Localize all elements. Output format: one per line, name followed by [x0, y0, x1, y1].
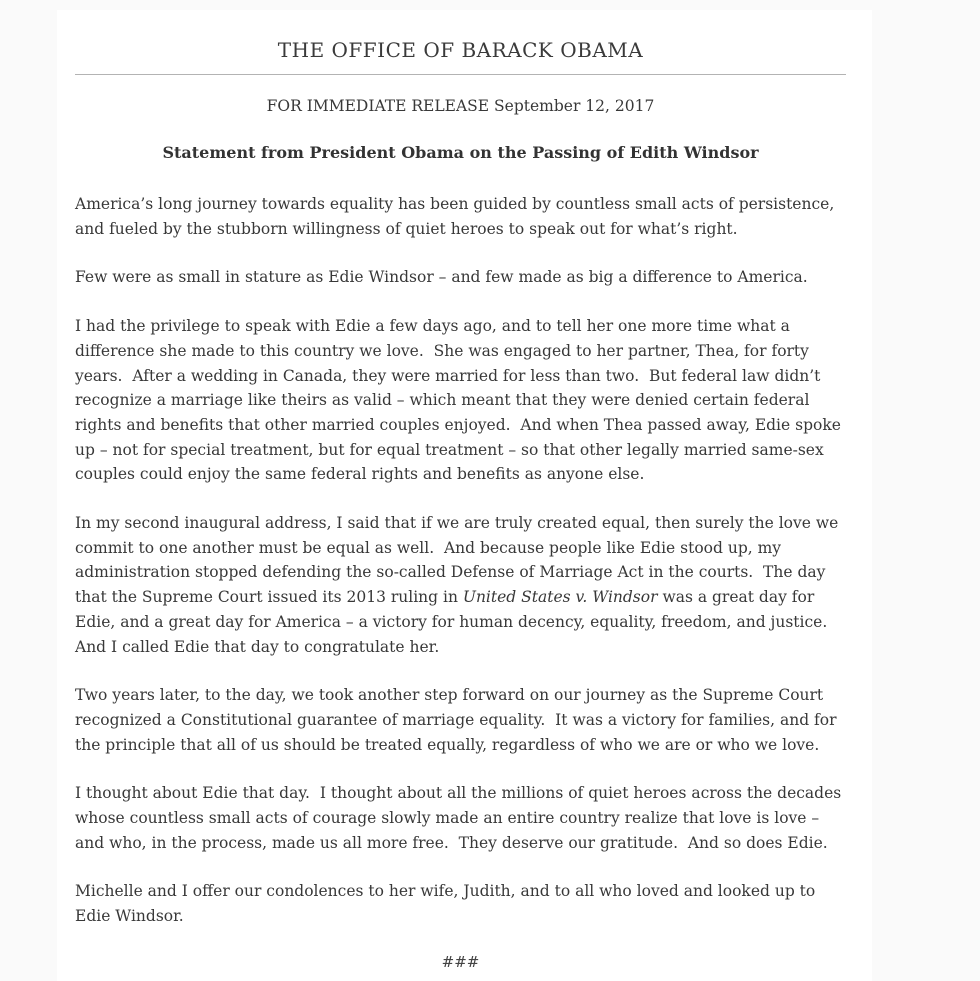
paragraph [75, 265, 846, 290]
case-name-italic: United States v. Windsor [462, 588, 658, 607]
paragraph-text: In my second inaugural address, I said that if we are truly created equal, then surely the love we commit to one another must be equal as well. And because people like Edie stood up, my administration stopped defending the so-called Defense of Marriage Act in the courts. The day that the Supreme Court issued its 2013 ruling in [75, 514, 844, 607]
end-mark: ### [441, 952, 480, 971]
paragraph-text: Two years later, to the day, we took another step forward on our journey as the Supreme Court recognized a Constitutional guarantee of marriage equality. It was a victory for families, and for the principle that all of us should be treated equally, regardless of who we are or who we love. [75, 686, 842, 754]
masthead-title: THE OFFICE OF BARACK OBAMA [277, 38, 644, 62]
paragraph [75, 683, 846, 757]
statement-headline: Statement from President Obama on the Passing of Edith Windsor [162, 143, 759, 162]
paragraph [75, 781, 846, 855]
paragraph [75, 511, 846, 659]
paragraph-text: Few were as small in stature as Edie Windsor – and few made as big a difference to America. [75, 268, 808, 287]
paragraph-text: was a great day for Edie, and a great day for America – a victory for human decency, equality, freedom, and justice. And I called Edie that day to congratulate her. [75, 588, 838, 656]
paragraph [75, 879, 846, 928]
paragraph-text: I thought about Edie that day. I thought about all the millions of quiet heroes across the decades whose countless small acts of courage slowly made an entire country realize that love is love – and who, in the process, made us all more free. They deserve our gratitude. And so does Edie. [75, 784, 847, 852]
release-line: FOR IMMEDIATE RELEASE September 12, 2017 [266, 97, 655, 115]
paragraph [75, 314, 846, 487]
paragraph-text: Michelle and I offer our condolences to her wife, Judith, and to all who loved and looked up to Edie Windsor. [75, 882, 821, 926]
document-page [57, 10, 872, 981]
paragraph-text: America’s long journey towards equality has been guided by countless small acts of persistence, and fueled by the stubborn willingness of quiet heroes to speak out for what’s right. [75, 195, 840, 238]
paragraph [75, 192, 846, 241]
title-rule-divider [75, 74, 846, 75]
paragraph-text: I had the privilege to speak with Edie a few days ago, and to tell her one more time what a difference she made to this country we love. She was engaged to her partner, Thea, for forty years. After a wedding in Canada, they were married for less than two. But federal law didn’t recognize a marriage like theirs as valid – which meant that they were denied certain federal rights and benefits that other married couples enjoyed. And when Thea passed away, Edie spoke up – not for special treatment, but for equal treatment – so that other legally married same-sex couples could enjoy the same federal rights and benefits as anyone else. [75, 317, 846, 484]
document-body [75, 192, 846, 929]
